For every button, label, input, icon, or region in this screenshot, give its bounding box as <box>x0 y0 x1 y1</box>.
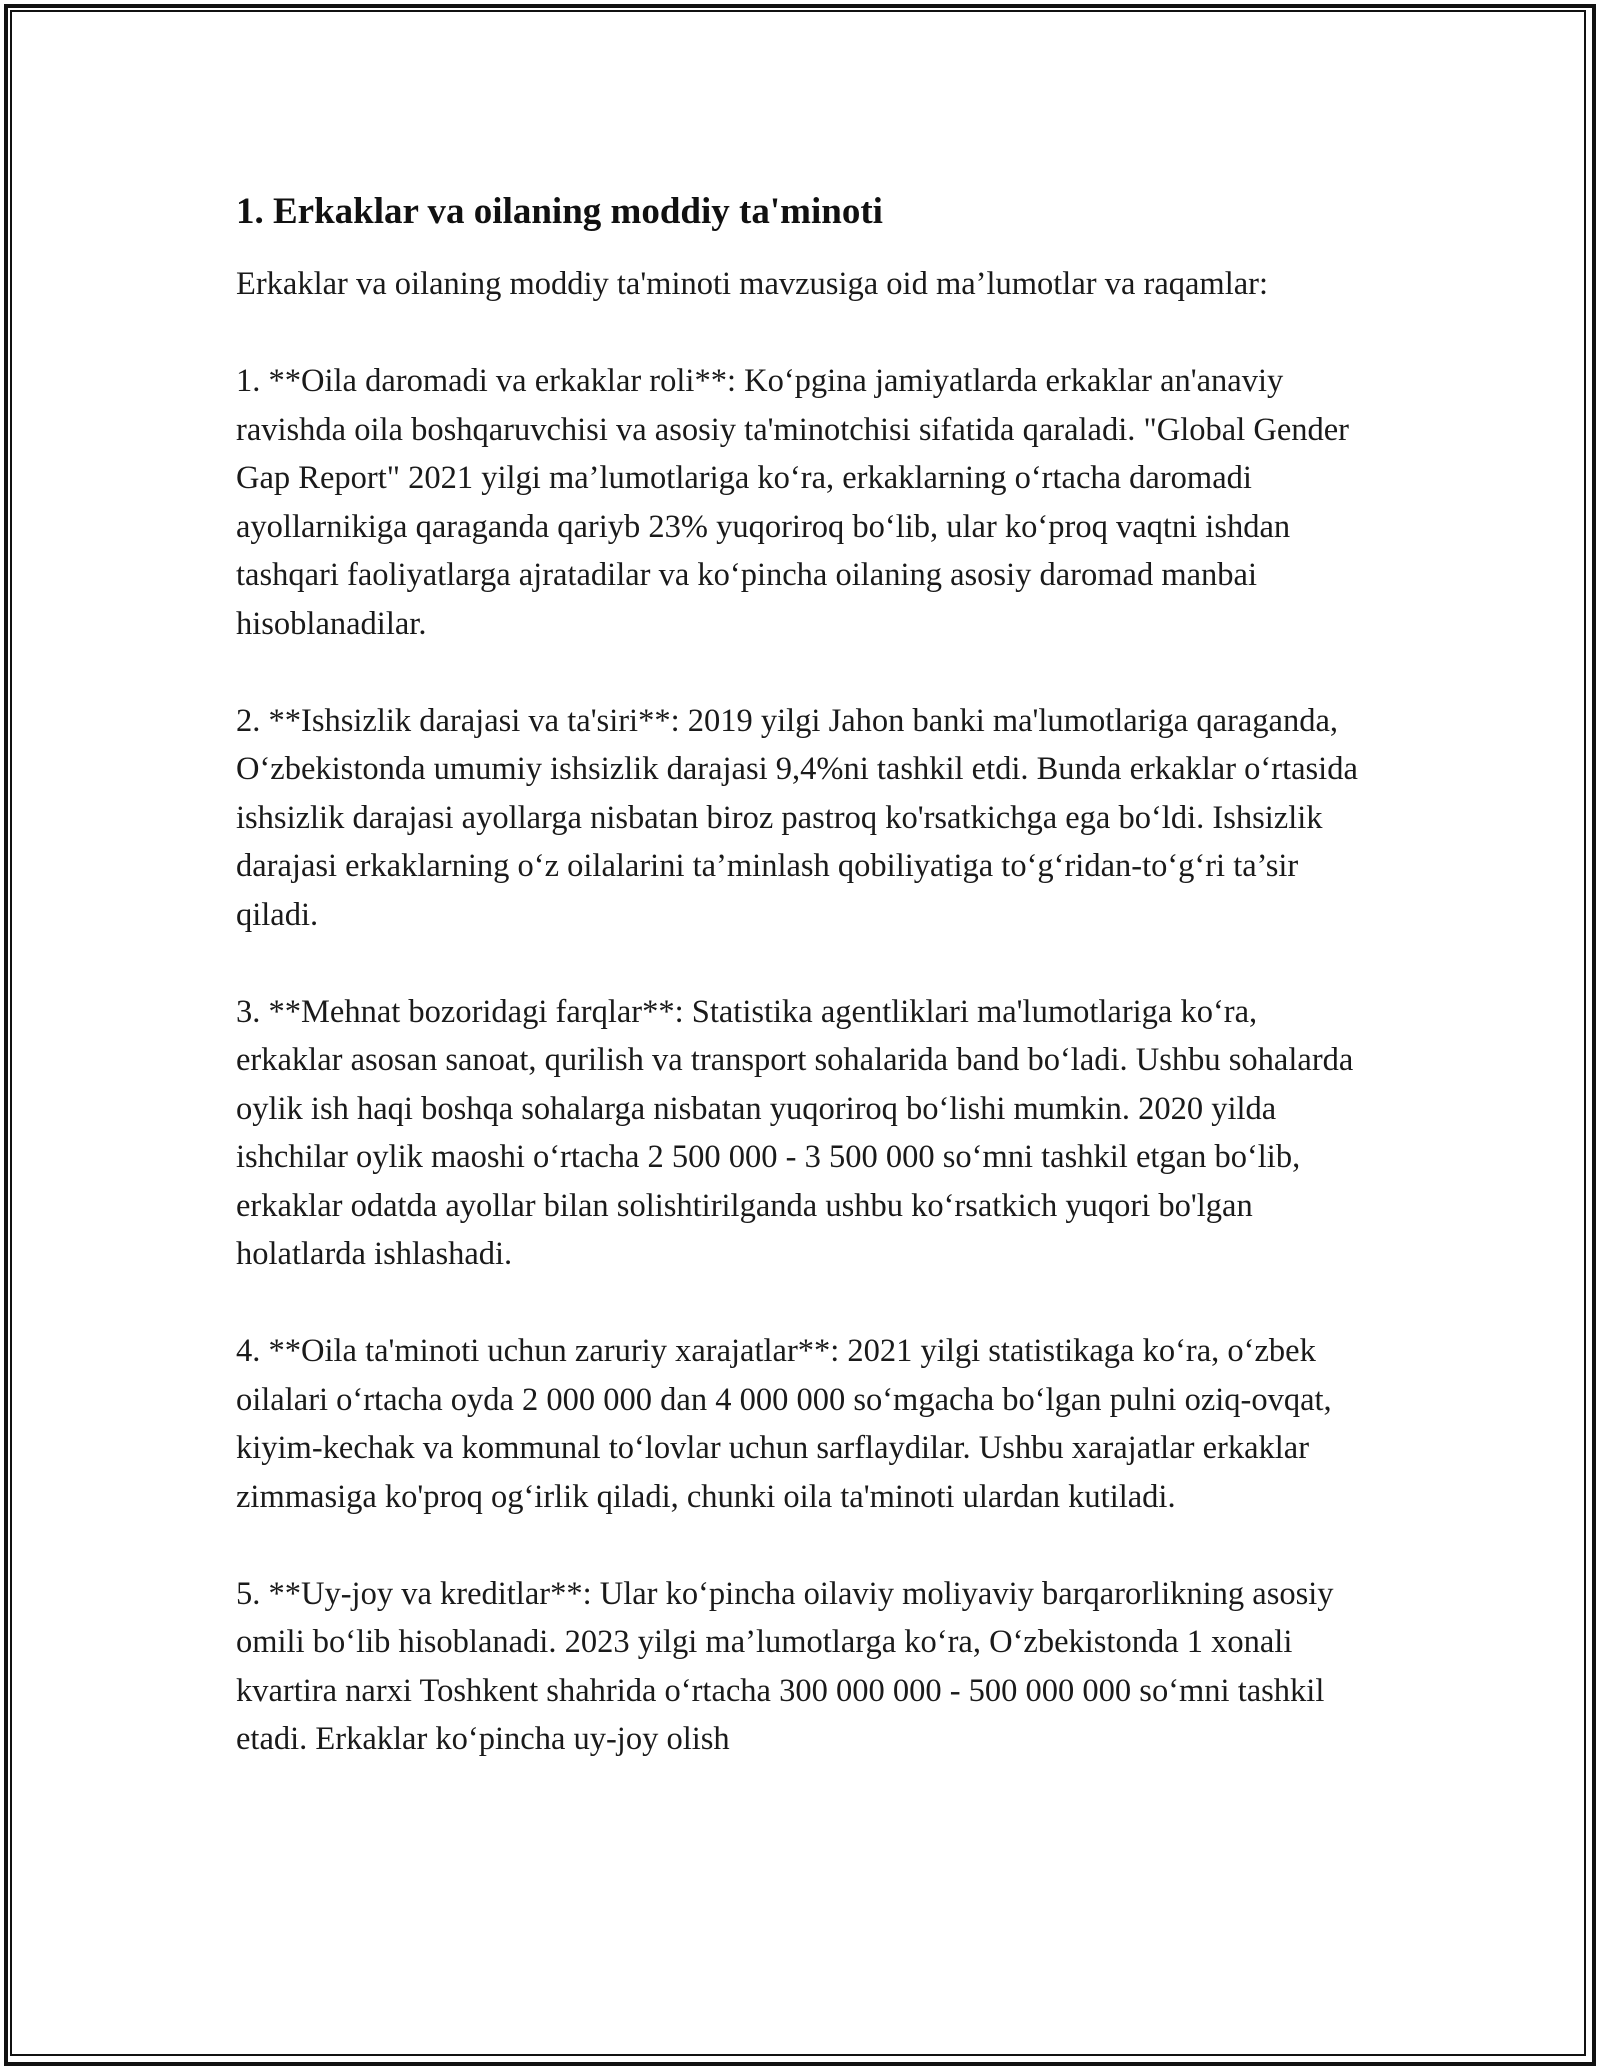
list-item: 4. **Oila ta'minoti uchun zaruriy xarajatlar**: 2021 yilgi statistikaga ko‘ra, o‘zbek oilalari o‘rtacha oyda 2 000 000 dan 4 000 000 so‘mgacha bo‘lgan pulni oziq-ovqat, kiyim-kechak va kommunal to‘lovlar uchun sarflaydilar. Ushbu xarajatlar erkaklar zimmasiga ko'proq og‘irlik qiladi, chunki oila ta'minoti ulardan kutiladi. <box>236 1333 1332 1515</box>
list-item: 5. **Uy-joy va kreditlar**: Ular ko‘pincha oilaviy moliyaviy barqarorlikning asosiy omili bo‘lib hisoblanadi. 2023 yilgi ma’lumotlarga ko‘ra, O‘zbekistonda 1 xonali kvartira narxi Toshkent shahrida o‘rtacha 300 000 000 - 500 000 000 so‘mni tashkil etadi. Erkaklar ko‘pincha uy-joy olish <box>236 1575 1334 1757</box>
intro-paragraph: Erkaklar va oilaning moddiy ta'minoti mavzusiga oid ma’lumotlar va raqamlar: <box>236 266 1269 302</box>
list-item: 1. **Oila daromadi va erkaklar roli**: Ko‘pgina jamiyatlarda erkaklar an'anaviy ravishda oila boshqaruvchisi va asosiy ta'minotchisi sifatida qaraladi. "Global Gender Gap Report" 2021 yilgi ma’lumotlariga ko‘ra, erkaklarning o‘rtacha daromadi ayollarnikiga qaraganda qariyb 23% yuqoriroq bo‘lib, ular ko‘proq vaqtni ishdan tashqari faoliyatlarga ajratadilar va ko‘pincha oilaning asosiy daromad manbai hisoblanadilar. <box>236 363 1349 642</box>
list-item: 2. **Ishsizlik darajasi va ta'siri**: 2019 yilgi Jahon banki ma'lumotlariga qaraganda, O‘zbekistonda umumiy ishsizlik darajasi 9,4%ni tashkil etdi. Bunda erkaklar o‘rtasida ishsizlik darajasi ayollarga nisbatan biroz pastroq ko'rsatkichga ega bo‘ldi. Ishsizlik darajasi erkaklarning o‘z oilalarini ta’minlash qobiliyatiga to‘g‘ridan-to‘g‘ri ta’sir qiladi. <box>236 702 1358 933</box>
list-item: 3. **Mehnat bozoridagi farqlar**: Statistika agentliklari ma'lumotlariga ko‘ra, erkaklar asosan sanoat, qurilish va transport sohalarida band bo‘ladi. Ushbu sohalarda oylik ish haqi boshqa sohalarga nisbatan yuqoriroq bo‘lishi mumkin. 2020 yilda ishchilar oylik maoshi o‘rtacha 2 500 000 - 3 500 000 so‘mni tashkil etgan bo‘lib, erkaklar odatda ayollar bilan solishtirilganda ushbu ko‘rsatkich yuqori bo'lgan holatlarda ishlashadi. <box>236 993 1354 1272</box>
document-title: 1. Erkaklar va oilaning moddiy ta'minoti <box>236 191 883 232</box>
document-body <box>236 188 1368 1812</box>
